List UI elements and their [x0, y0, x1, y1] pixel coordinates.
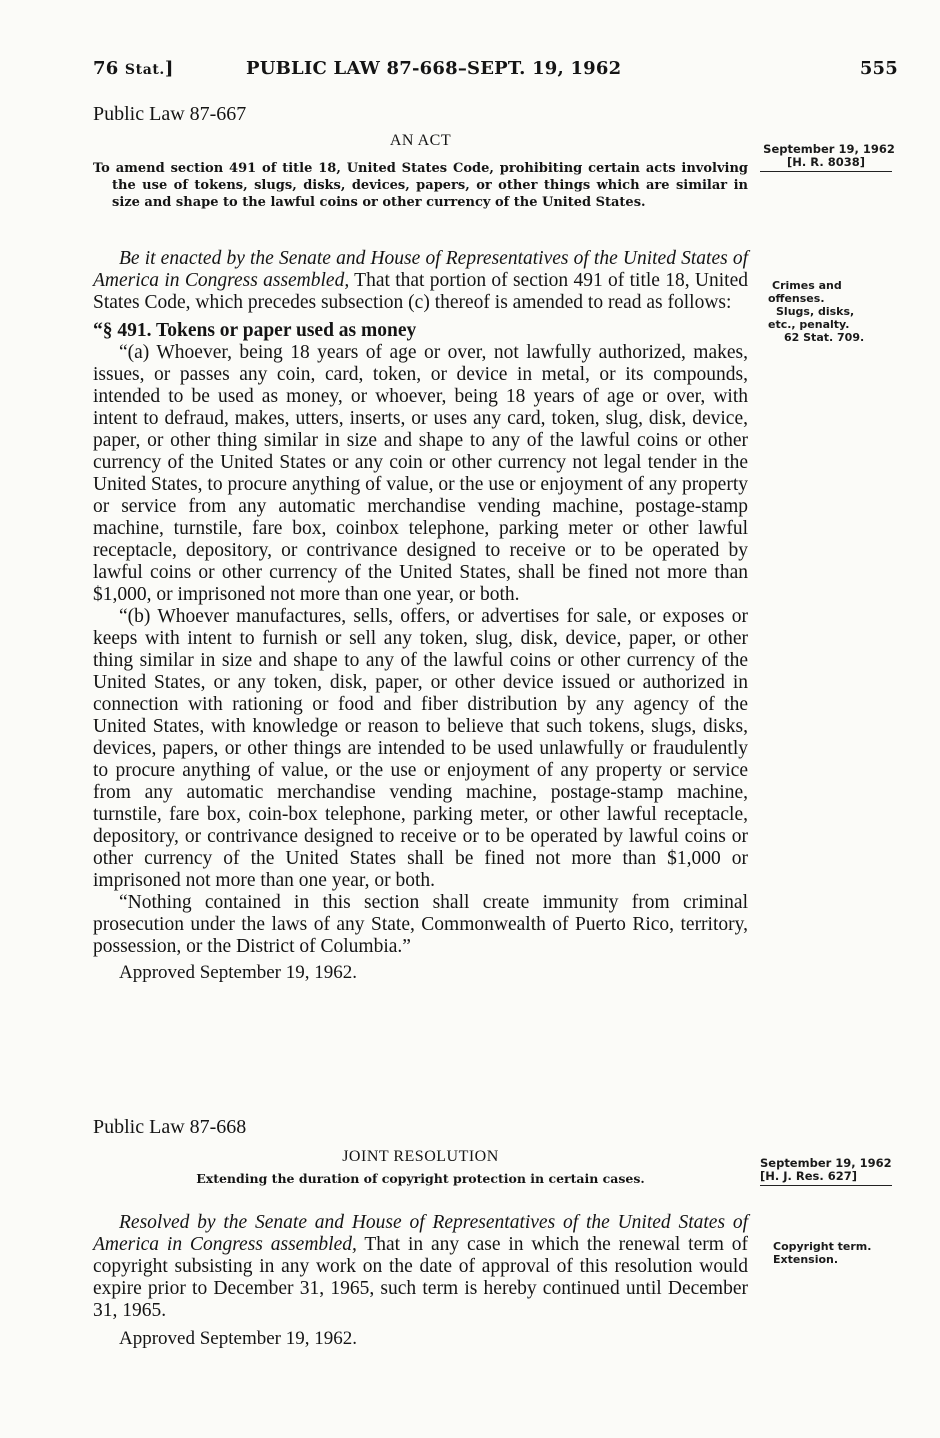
enacting-rest: That that portion of section 491 of title 18, United States Code, which precedes subsection (c) thereof is amended to read as follows:	[93, 270, 748, 313]
law-668-side-rule	[760, 1185, 892, 1186]
section-491-heading: “§ 491. Tokens or paper used as money	[93, 320, 417, 341]
resolved-italic: Resolved by the Senate and House of Representatives of the United States of America in Congress assembled,	[93, 1212, 748, 1255]
side-note-crimes: Crimes and	[772, 279, 842, 292]
section-491-para-a: “(a) Whoever, being 18 years of age or over, not lawfully authorized, makes, issues, or passes any coin, card, token, or device in metal, or its compounds, intended to be used as money, or whoever, being 18 years of age or over, with intent to defraud, makes, utters, inserts, or uses any card, token, slug, disk, device, paper, or other thing similar in size and shape to any of the lawful coins or other currency of the United States or any coin or other currency not legal tender in the United States, to procure anything of value, or the use or enjoyment of any property or service from any automatic merchandise vending machine, postage-stamp machine, turnstile, fare box, coinbox telephone, parking meter or other lawful receptacle, depository, or contrivance designed to receive or to be operated by lawful coins or other currency of the United States, shall be fined not more than $1,000, or imprisoned not more than one year, or both.	[93, 342, 748, 605]
header-volume: 76	[93, 58, 119, 79]
law-668-side-date-block	[760, 1157, 910, 1186]
law-667-enacting-clause	[93, 248, 748, 314]
law-667-side-date-block	[760, 143, 910, 172]
law-668-description: Extending the duration of copyright protection in certain cases.	[196, 1171, 645, 1186]
section-491-para-b: “(b) Whoever manufactures, sells, offers, or advertises for sale, or exposes or keeps with intent to furnish or sell any token, slug, disk, device, paper, or other thing similar in size and shape to any of the lawful coins or other currency of the United States, or any token, disk, paper, or other device issued or authorized in connection with rationing or food and fiber distribution by any agency of the United States, with knowledge or reason to believe that such tokens, slugs, disks, devices, papers, or other things are intended to be used unlawfully or fraudulently to procure anything of value, or the use or enjoyment of any property or service from any automatic merchandise vending machine, postage-stamp machine, turnstile, fare box, coin-box telephone, parking meter, or other lawful receptacle, depository, or contrivance designed to receive or to be operated by lawful coins or other currency of the United States shall be fined not more than $1,000 or imprisoned not more than one year, or both.	[93, 606, 748, 891]
law-667-side-bill: [H. R. 8038]	[787, 155, 865, 169]
law-668-number: Public Law 87-668	[93, 1116, 247, 1138]
law-668-side-date: September 19, 1962	[760, 1156, 892, 1170]
enacting-italic: Be it enacted by the Senate and House of Representatives of the United States of America in Congress assembled,	[93, 248, 748, 291]
side-note-slugs: Slugs, disks,	[776, 305, 855, 318]
resolved-rest: That in any case in which the renewal term of copyright subsisting in any work on the date of approval of this resolution would expire prior to December 31, 1965, such term is hereby continued until December 31, 1965.	[93, 1234, 748, 1321]
law-667-body	[93, 248, 748, 984]
side-note-copyright-term: Copyright term.	[773, 1240, 872, 1253]
side-note-offenses: offenses.	[768, 292, 825, 305]
law-668-body	[93, 1212, 748, 1350]
law-668-side-res: [H. J. Res. 627]	[760, 1169, 858, 1183]
header-stat-label: Stat.	[124, 62, 165, 78]
header-citation	[93, 58, 174, 79]
law-667-approved: Approved September 19, 1962.	[119, 962, 357, 983]
law-667-marginal-notes	[768, 279, 918, 344]
header-page-number: 555	[859, 58, 898, 79]
side-note-penalty: etc., penalty.	[768, 318, 850, 331]
law-668-resolved-clause	[93, 1212, 748, 1322]
header-bracket: ]	[164, 58, 174, 79]
law-667-side-rule	[760, 171, 892, 172]
header-title: PUBLIC LAW 87-668–SEPT. 19, 1962	[246, 58, 622, 79]
law-667-purpose-block	[93, 160, 748, 211]
side-note-extension: Extension.	[773, 1253, 839, 1266]
section-491-para-nothing: “Nothing contained in this section shall create immunity from criminal prosecution under the laws of any State, Commonwealth of Puerto Rico, territory, possession, or the District of Columbia.”	[93, 892, 748, 957]
side-note-stat: 62 Stat. 709.	[784, 331, 865, 344]
law-667-side-date: September 19, 1962	[763, 142, 895, 156]
law-667-act-label: AN ACT	[389, 132, 452, 149]
law-668-resolution-label: JOINT RESOLUTION	[342, 1148, 499, 1165]
law-668-marginal-notes	[773, 1240, 923, 1266]
law-667-purpose: To amend section 491 of title 18, United States Code, prohibiting certain acts involving the use of tokens, slugs, disks, devices, papers, or other things which are similar in size and shape to the lawful coins or other currency of the United States.	[93, 161, 748, 210]
law-667-number: Public Law 87-667	[93, 103, 247, 125]
law-668-approved: Approved September 19, 1962.	[119, 1328, 357, 1349]
